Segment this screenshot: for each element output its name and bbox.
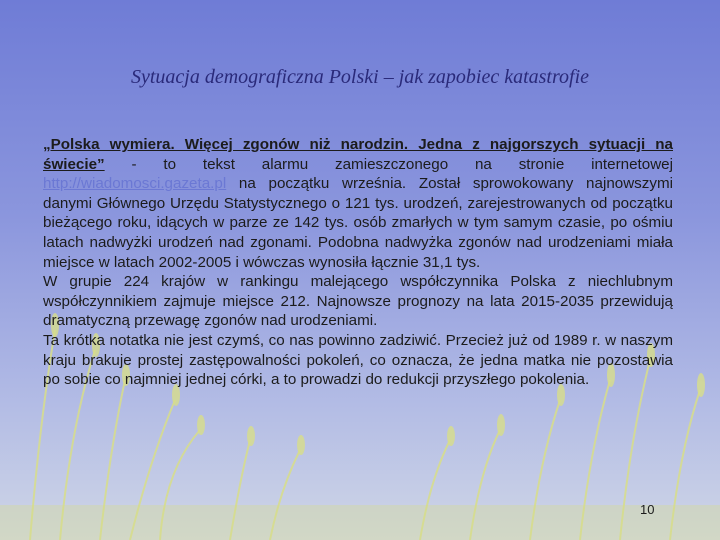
slide-body (43, 135, 673, 390)
quoted-headline: „Polska wymiera. Więcej zgonów niż narodzin. Jedna z najgorszych sytuacji na świecie” (43, 136, 673, 173)
gazeta-link[interactable]: http://wiadomosci.gazeta.pl (43, 175, 227, 193)
page-number: 10 (640, 502, 655, 517)
paragraph-1 (43, 135, 673, 272)
paragraph-1-text-b: na początku września. Został sprowokowany najnowszymi danymi Głównego Urzędu Statystycznego o 121 tys. urodzeń, zarejestrowanych od początku bieżącego roku, idących w parze ze 142 tys. osób zmarłych w tym samym czasie, po ośmiu latach nadwyżki urodzeń nad zgonami. Podobna nadwyżka zgonów nad urodzeniami miała miejsce w latach 2002-2005 i wówczas wynosiła łącznie 31,1 tys. (43, 175, 673, 271)
paragraph-3: Ta krótka notatka nie jest czymś, co nas powinno zadziwić. Przecież już od 1989 r. w naszym kraju brakuje prostej zastępowalności pokoleń, co oznacza, że jedna matka nie pozostawia po sobie co najmniej jednej córki, a to prowadzi do redukcji przyszłego pokolenia. (43, 331, 673, 389)
paragraph-2: W grupie 224 krajów w rankingu malejącego współczynnika Polska z niechlubnym współczynnikiem zajmuje miejsce 212. Najnowsze prognozy na lata 2015-2035 przewidują dramatyczną przewagę zgonów nad urodzeniami. (43, 273, 673, 330)
slide-title: Sytuacja demograficzna Polski – jak zapobiec katastrofie (130, 66, 590, 88)
paragraph-1-text-a: - to tekst alarmu zamieszczonego na stronie internetowej (104, 155, 673, 173)
